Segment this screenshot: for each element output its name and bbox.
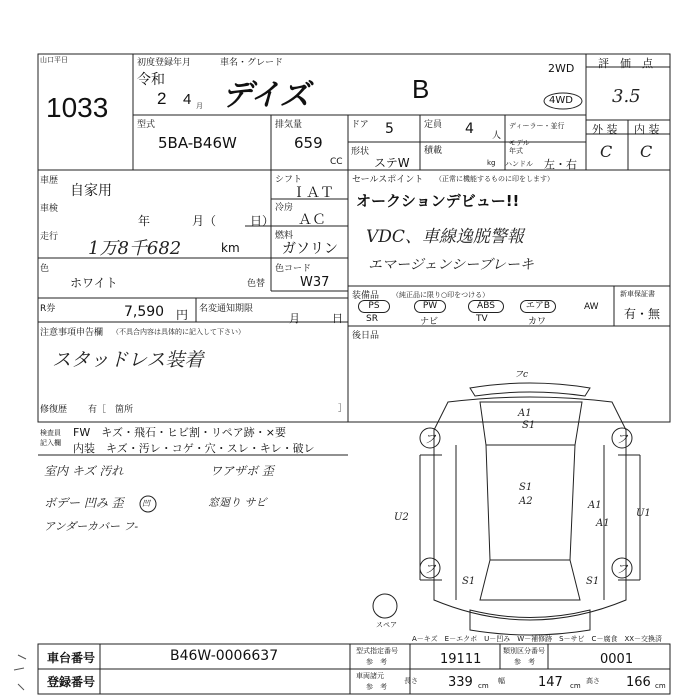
interior-grade: C [640,142,653,161]
hand-line-2: ボデー 凹み 歪 [44,496,124,510]
score-label: 評 価 点 [598,57,653,70]
equip-top-3: エアB [520,300,556,313]
drive-2wd: 2WD [548,62,575,75]
mark-s1-left-rear: S1 [462,576,476,587]
length: 339 [448,675,473,690]
sales-line-3: エマージェンシーブレーキ [368,257,534,273]
equip-bottom-2: TV [476,314,488,324]
type-designation-label: 型式指定番号 [356,647,398,655]
drive-4wd: 4WD [549,95,573,106]
equip-bottom-0: SR [366,314,378,324]
width-label: 幅 [498,677,505,685]
repair-unit: 箇所 [115,405,134,415]
mark-f-fr: フ [616,432,629,446]
era: 令和 [137,72,165,88]
shape: ステW [374,156,410,170]
type-designation-ref: 参 考 [366,658,387,666]
capacity-label: 定員 [424,120,443,130]
equip-bottom-3: カワ [528,317,547,327]
equipment-note: （純正品に限り○印をつける） [392,291,490,299]
mark-s1-center: S1 [519,482,533,493]
inspection-label: 車検 [40,204,59,214]
inspector-label-1: 検査員 [40,429,61,437]
color-change-label: 色替 [247,279,266,289]
handle: 左・右 [544,158,577,171]
shape-label: 形状 [351,147,370,157]
equip-top-2: ABS [468,300,504,313]
rear-seat-label: 後日品 [352,331,380,341]
model-year-label-1: モデル [509,139,530,147]
color-code-label: 色コード [275,264,312,274]
hand-line-1: 室内 キズ 汚れ [44,464,124,478]
mark-u1-right: U1 [636,508,651,519]
mileage: 1万8千682 [88,238,182,259]
reg-label: 登録番号 [47,675,96,689]
mark-f-fl: フ [424,432,437,446]
notes-text: スタッドレス装着 [52,349,204,371]
width-unit: cm [570,682,581,690]
sales-line-2: VDC、車線逸脱警報 [366,227,524,247]
cc-unit: CC [330,157,343,167]
inspection-day: 日） [250,214,275,228]
capacity: 4 [465,121,474,137]
model: 5BA-B46W [158,134,237,152]
dims-label: 車両諸元 [356,672,384,680]
model-label: 型式 [137,120,156,130]
spare-label: スペア [376,621,397,629]
repair-label: 修復歴 [40,405,68,415]
inspector-label-2: 記入欄 [40,439,61,447]
color-label: 色 [40,264,50,274]
ac-label: 冷房 [275,203,294,213]
recycle-amount: 7,590 [124,304,165,320]
model-year-label-2: 年式 [509,147,523,155]
fuel: ガソリン [282,241,338,257]
mark-f-rl: フ [424,562,437,576]
warranty: 有・無 [624,307,661,321]
length-unit: cm [478,682,489,690]
exterior-label: 外 装 [592,123,618,136]
notes-note: （不具合内容は具体的に記入して下さい） [112,328,245,336]
hand-right-1: ワアザボ 歪 [210,464,274,478]
type-designation: 19111 [440,652,482,667]
auction-house-label: 山口平日 [40,56,68,64]
equip-bottom-1: ナビ [420,317,439,327]
color: ホワイト [70,276,118,290]
equip-top-4: AW [584,302,599,312]
hand-circled: 凹 [142,499,150,508]
repair-value: 有［ [88,405,107,415]
inspection-month: 月（ [192,214,217,228]
dealer-label: ディーラー・並行 [509,122,565,130]
hand-line-3: アンダーカバー フ- [44,520,139,533]
fuel-label: 燃料 [275,231,294,241]
notice-day: 日 [332,312,343,325]
notes-label: 注意事項申告欄 [40,328,104,338]
displacement: 659 [294,134,323,152]
name-grade-label: 車名・グレード [220,58,284,68]
mark-s1-right-rear: S1 [586,576,600,587]
mark-a1-right-2: A1 [596,518,610,529]
doors: 5 [385,121,394,137]
hand-right-2: 窓廻り サビ [208,496,267,509]
load-label: 積載 [424,146,443,156]
category-label: 類別区分番号 [503,647,545,655]
mark-fc-top: フc [514,370,529,380]
category: 0001 [600,652,634,667]
mark-a1-right: A1 [588,500,602,511]
inspector-row-2: 内装 キズ・汚レ・コゲ・穴・スレ・キレ・破レ [73,442,315,455]
displacement-label: 排気量 [275,120,303,130]
sales-line-1: オークションデビュー!! [356,192,520,210]
mileage-label: 走行 [40,232,59,242]
first-reg-label: 初度登録年月 [137,58,192,68]
recycle-label: R券 [40,304,56,314]
inspection-year: 年 [138,214,151,228]
mark-a1-front: A1 [518,408,532,419]
category-ref: 参 考 [514,658,535,666]
mark-a2-center: A2 [519,496,533,507]
width: 147 [538,675,563,690]
exterior-grade: C [600,142,613,161]
equip-top-1: PW [414,300,446,313]
legend: A－キズ E－エクボ U－凹み W－補修跡 S－サビ C－腐食 XX－交換済 [412,635,663,643]
lot-number: 1033 [46,92,109,123]
month-unit: 月 [196,102,203,110]
chassis-number: B46W-0006637 [170,648,279,664]
car-name: デイズ [222,78,310,113]
equipment-label: 装備品 [352,291,380,301]
door-label: ドア [351,120,369,130]
warranty-label: 新車保証書 [620,290,655,298]
score: 3.5 [612,86,641,107]
height-unit: cm [655,682,666,690]
length-label: 長さ [404,677,418,685]
chassis-label: 車台番号 [47,651,96,665]
persons-unit: 人 [492,131,502,141]
interior-label: 内 装 [634,123,660,136]
reg-month: 4 [183,91,192,108]
sales-note: （正常に機能するものに印をします） [435,175,554,183]
notice-label: 名変通知期限 [199,304,254,314]
km-unit: km [221,241,240,255]
mark-f-rr: フ [616,562,629,576]
height-label: 高さ [586,677,600,685]
handle-label: ハンドル [505,160,533,168]
color-code: W37 [300,275,330,290]
kg-unit: kg [487,159,496,167]
mark-s1-front: S1 [522,420,536,431]
sales-label: セールスポイント [352,175,424,185]
notice-month: 月 [289,312,300,325]
shift: ＩＡＴ [292,185,334,201]
shift-label: シフト [275,175,303,185]
grade: B [412,74,430,104]
mark-u2-left: U2 [394,512,409,523]
dims-ref: 参 考 [366,683,387,691]
yen-unit: 円 [176,308,189,322]
equip-top-0: PS [358,300,390,313]
ac: ＡＣ [298,212,326,228]
inspector-row-1: FW キズ・飛石・ヒビ割・リペア跡・×要 [73,426,286,439]
history-label: 車歴 [40,176,59,186]
history-value: 自家用 [70,183,112,199]
repair-close: ］ [338,404,348,414]
reg-year: 2 [157,89,167,108]
height: 166 [626,675,651,690]
